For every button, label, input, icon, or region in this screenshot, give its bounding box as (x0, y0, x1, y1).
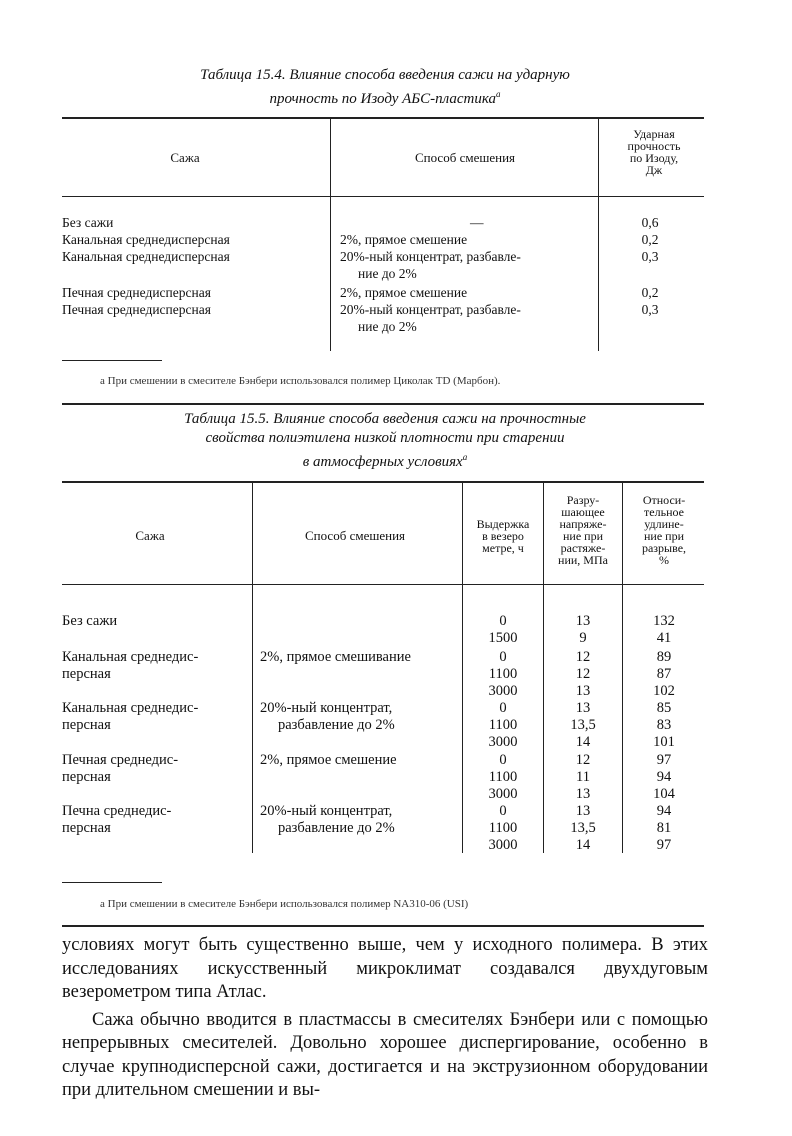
body-text (62, 934, 708, 1103)
table2-cell-exposure: 1500 (488, 630, 518, 646)
table2-g5-soot-l1: Печна среднедис- (62, 803, 172, 819)
table2-g5-method-l2: разбавление до 2% (278, 820, 395, 836)
table2-cell-exposure: 3000 (488, 683, 518, 699)
table2-cell-elong: 104 (653, 786, 675, 802)
table2-g3-soot-l1: Канальная среднедис- (62, 700, 199, 716)
table2-footnote: а При смешении в смесителе Бэнбери использовался полимер NA310-06 (USI) (100, 898, 469, 910)
table2-cell-stress: 13,5 (570, 717, 596, 733)
table2-header-stress-l5: растяже- (560, 541, 606, 555)
table2-caption-line1: Таблица 15.5. Влияние способа введения сажи на прочностные (184, 411, 586, 427)
table2-header-soot: Сажа (135, 528, 165, 543)
table2-header-stress-l6: нии, МПа (558, 553, 608, 567)
table1-row3-method-l1: 20%-ный концентрат, разбавле- (340, 249, 521, 264)
table2-header-exposure-l3: метре, ч (482, 541, 524, 555)
table2-cell-exposure: 1100 (488, 820, 518, 836)
table1-col-divider-1 (330, 119, 331, 351)
table2-caption-line3-wrap (100, 448, 670, 472)
table2-g2-method: 2%, прямое смешивание (260, 649, 411, 665)
table2-header-exposure-l1: Выдержка (476, 517, 530, 531)
table2-header-stress-l3: напряже- (559, 517, 607, 531)
table1-footnote: а При смешении в смесителе Бэнбери использовался полимер Циколак ТD (Марбон). (100, 375, 501, 387)
table1-row2-soot: Канальная среднедисперсная (62, 232, 230, 247)
table2-col-divider-3 (543, 483, 544, 853)
table2-bottom-rule (62, 925, 704, 927)
table1-caption-line2-wrap (120, 85, 650, 109)
table2-caption-line2: свойства полиэтилена низкой плотности при старении (205, 430, 565, 446)
table2-footnote-rule (62, 882, 162, 883)
table2-cell-stress: 14 (575, 837, 591, 853)
table1-caption (120, 66, 650, 109)
table2-header-stress-l2: шающее (561, 505, 605, 519)
table2-col-divider-4 (622, 483, 623, 853)
table1-row5-value: 0,3 (641, 302, 659, 317)
table2-header-stress-l4: ние при (562, 529, 603, 543)
table2-caption (100, 410, 670, 472)
body-paragraph-1: условиях могут быть существенно выше, чем у исходного полимера. В этих исследованиях искусственный микроклимат создавался двухдуговым везерометром типа Атлас. (62, 935, 708, 1002)
table2-cell-elong: 97 (656, 837, 672, 853)
table1-row4-method: 2%, прямое смешение (340, 285, 468, 300)
table2-g1-soot: Без сажи (62, 613, 118, 629)
table1-header-strength-l4: Дж (645, 163, 663, 177)
table1-caption-footnote-mark: а (495, 89, 501, 99)
table2-cell-stress: 14 (575, 734, 591, 750)
table2-header-elong-l5: разрыве, (641, 541, 687, 555)
table1-row5-method-l1: 20%-ный концентрат, разбавле- (340, 302, 521, 317)
table2-cell-elong: 85 (656, 700, 672, 716)
table1-row1-method: — (470, 215, 484, 230)
table2-cell-stress: 13 (575, 700, 591, 716)
table1-row2-value: 0,2 (641, 232, 659, 247)
table2-header-rule (62, 584, 704, 585)
table2-cell-exposure: 1100 (488, 717, 518, 733)
table2-cell-elong: 132 (653, 613, 675, 629)
table2-cell-stress: 12 (575, 752, 591, 768)
table2-cell-elong: 97 (656, 752, 672, 768)
table1-row1-value: 0,6 (641, 215, 659, 230)
table1-caption-line1: Таблица 15.4. Влияние способа введения сажи на ударную (200, 67, 570, 83)
table2-cell-stress: 11 (576, 769, 590, 785)
table2-g5-method-l1: 20%-ный концентрат, (260, 803, 393, 819)
table2-header-stress-l1: Разру- (566, 493, 600, 507)
table2-header-elong-l3: удлине- (644, 517, 684, 531)
table2-header-elong-l6: % (659, 553, 669, 567)
table2-cell-exposure: 0 (499, 803, 507, 819)
table2-g4-soot-l2: персная (62, 769, 111, 785)
table2-header-method: Способ смешения (304, 528, 406, 543)
table2-cell-stress: 12 (575, 666, 591, 682)
table2-header-stress (545, 494, 621, 566)
table1-header-strength-l2: прочность (627, 139, 681, 153)
table2-header-exposure (464, 518, 542, 554)
table2-cell-stress: 13 (575, 683, 591, 699)
table1-footnote-rule (62, 360, 162, 361)
table2-col-divider-2 (462, 483, 463, 853)
table2-cell-elong: 81 (656, 820, 672, 836)
table1-row2-method: 2%, прямое смешение (340, 232, 468, 247)
table2-g4-soot-l1: Печная среднедис- (62, 752, 179, 768)
table2-cell-stress: 13 (575, 803, 591, 819)
table1-header-method: Способ смешения (414, 150, 516, 165)
table2-cell-exposure: 0 (499, 613, 507, 629)
table2-cell-elong: 41 (656, 630, 672, 646)
table2-g3-method-l1: 20%-ный концентрат, (260, 700, 393, 716)
table2-cell-exposure: 0 (499, 700, 507, 716)
table2-caption-line3: в атмосферных условиях (302, 454, 463, 470)
table2-cell-stress: 12 (575, 649, 591, 665)
table2-header-elong (624, 494, 704, 566)
table2-cell-stress: 13,5 (570, 820, 596, 836)
table1-row3-soot: Канальная среднедисперсная (62, 249, 230, 264)
table1-row4-soot: Печная среднедисперсная (62, 285, 211, 300)
table2-top-rule (62, 481, 704, 483)
table2-cell-elong: 89 (656, 649, 672, 665)
table2-cell-exposure: 1100 (488, 666, 518, 682)
table2-header-elong-l1: Относи- (642, 493, 686, 507)
table-separator-rule (62, 403, 704, 405)
table2-cell-exposure: 0 (499, 649, 507, 665)
table1-row3-value: 0,3 (641, 249, 659, 264)
table1-header-strength (606, 128, 702, 176)
table2-g3-soot-l2: персная (62, 717, 111, 733)
table2-g4-method: 2%, прямое смешение (260, 752, 397, 768)
table1-caption-line2: прочность по Изоду АБС-пластика (269, 91, 496, 107)
table2-header-elong-l4: ние при (643, 529, 684, 543)
table1-header-soot: Сажа (170, 150, 200, 165)
table2-cell-stress: 13 (575, 613, 591, 629)
table1-header-strength-l1: Ударная (633, 127, 675, 141)
table2-g5-soot-l2: персная (62, 820, 111, 836)
table1-row3-method-l2: ние до 2% (358, 266, 417, 281)
table2-caption-footnote-mark: а (462, 452, 468, 462)
table1-col-divider-2 (598, 119, 599, 351)
table2-cell-elong: 94 (656, 769, 672, 785)
table2-cell-stress: 13 (575, 786, 591, 802)
table2-cell-elong: 87 (656, 666, 672, 682)
table1-row5-method-l2: ние до 2% (358, 319, 417, 334)
table1-row4-value: 0,2 (641, 285, 659, 300)
table2-header-elong-l2: тельное (644, 505, 684, 519)
table2-cell-elong: 102 (653, 683, 675, 699)
table2-g3-method-l2: разбавление до 2% (278, 717, 395, 733)
table1-header-strength-l3: по Изоду, (629, 151, 679, 165)
table2-cell-stress: 9 (579, 630, 587, 646)
table2-col-divider-1 (252, 483, 253, 853)
table2-g2-soot-l2: персная (62, 666, 111, 682)
table2-header-exposure-l2: в везеро (482, 529, 524, 543)
table2-cell-exposure: 3000 (488, 734, 518, 750)
table2-cell-exposure: 3000 (488, 786, 518, 802)
table2-cell-exposure: 0 (499, 752, 507, 768)
table1-row5-soot: Печная среднедисперсная (62, 302, 211, 317)
table2-cell-exposure: 1100 (488, 769, 518, 785)
table2-cell-elong: 94 (656, 803, 672, 819)
body-paragraph-2: Сажа обычно вводится в пластмассы в смесителях Бэнбери или с помощью непрерывных смесителей. Довольно хорошее диспергирование, особенно в случае крупнодисперсной сажи, достигается и на экструзионном оборудовании при длительном смешении и вы- (62, 1009, 708, 1100)
table2-cell-exposure: 3000 (488, 837, 518, 853)
table1-header-rule (62, 196, 704, 197)
table1-top-rule (62, 117, 704, 119)
table2-cell-elong: 101 (653, 734, 675, 750)
table1-row1-soot: Без сажи (62, 215, 114, 230)
table2-g2-soot-l1: Канальная среднедис- (62, 649, 199, 665)
table2-cell-elong: 83 (656, 717, 672, 733)
